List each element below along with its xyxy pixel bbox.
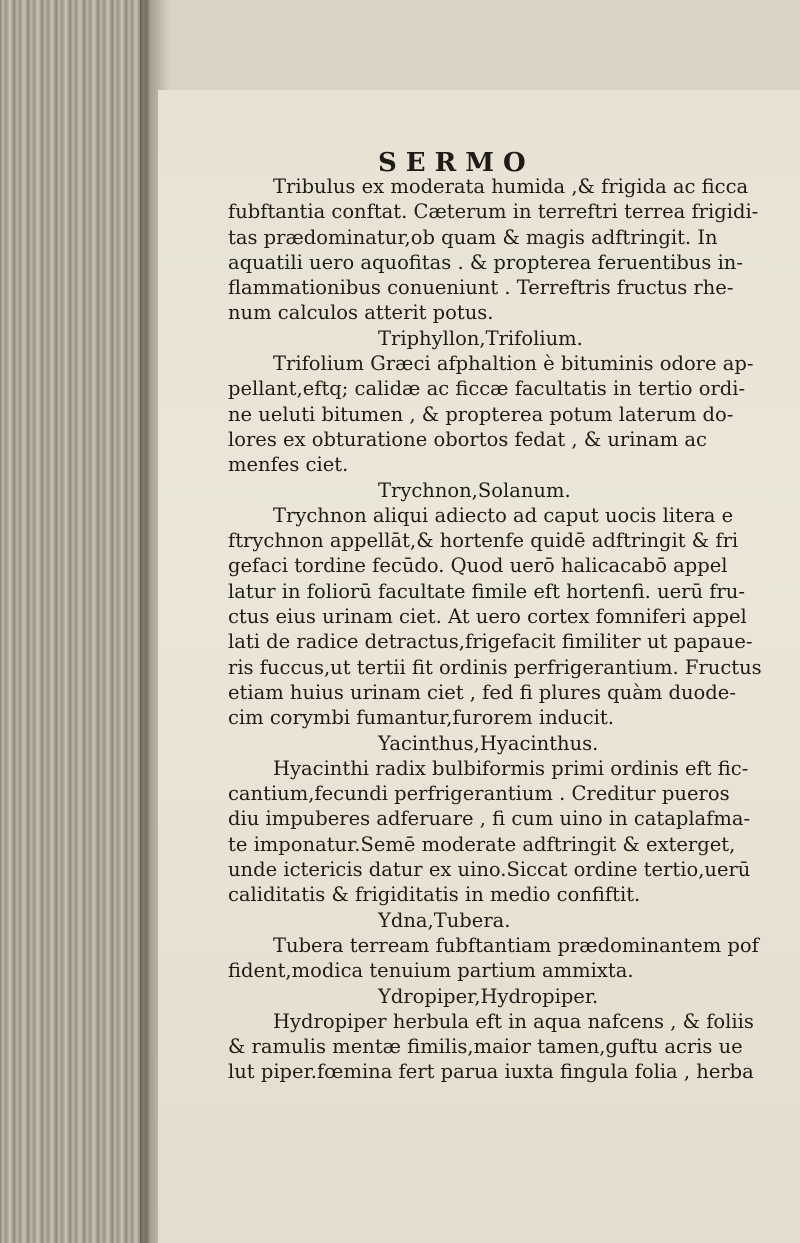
text-line: lati de radice detractus,frigefacit fimiliter ut papaue- bbox=[228, 630, 753, 654]
text-line: etiam huius urinam ciet , fed fi plures quàm duode- bbox=[228, 680, 736, 704]
book-gutter bbox=[0, 0, 150, 1243]
section-heading: Ydropiper,Hydropiper. bbox=[378, 984, 599, 1008]
text-line: fident,modica tenuium partium ammixta. bbox=[228, 959, 634, 983]
text-line: pellant,eftq; calidæ ac ficcæ facultatis in tertio ordi- bbox=[228, 377, 746, 401]
text-line: Hydropiper herbula eft in aqua nafcens , & foliis bbox=[273, 1009, 754, 1033]
text-line: ctus eius urinam ciet. At uero cortex fomniferi appel bbox=[228, 605, 747, 629]
section-heading: Yacinthus,Hyacinthus. bbox=[378, 731, 599, 755]
text-line: Trychnon aliqui adiecto ad caput uocis litera e bbox=[273, 503, 734, 527]
text-line: cantium,fecundi perfrigerantium . Creditur pueros bbox=[228, 782, 730, 806]
section-heading: Triphyllon,Trifolium. bbox=[378, 326, 583, 350]
text-line: Trifolium Græci afphaltion è bituminis odore ap- bbox=[273, 352, 754, 376]
text-line: Tribulus ex moderata humida ,& frigida ac ficca bbox=[273, 175, 749, 198]
text-line: latur in foliorū facultate fimile eft hortenfi. uerū fru- bbox=[228, 579, 745, 603]
section-heading: Ydna,Tubera. bbox=[378, 908, 511, 932]
text-line: te imponatur.Semē moderate adftringit & exterget, bbox=[228, 832, 736, 856]
text-line: aquatili uero aquofitas . & propterea feruentibus in- bbox=[228, 250, 743, 274]
text-line: Tubera terream fubftantiam prædominantem pof bbox=[273, 933, 759, 957]
text-line: & ramulis mentæ fimilis,maior tamen,guftu acris ue bbox=[228, 1035, 743, 1059]
text-line: cim corymbi fumantur,furorem inducit. bbox=[228, 706, 614, 730]
text-line: lut piper.fœmina fert parua iuxta fingula folia , herba bbox=[228, 1060, 754, 1084]
text-line: num calculos atterit potus. bbox=[228, 301, 494, 325]
book-page bbox=[158, 90, 800, 1243]
text-line: gefaci tordine fecūdo. Quod uerō halicacabō appel bbox=[228, 554, 728, 578]
text-line: ris fuccus,ut tertii fit ordinis perfrigerantium. Fructus bbox=[228, 655, 762, 679]
running-head: SERMO bbox=[378, 148, 535, 178]
text-line: ne ueluti bitumen , & propterea potum laterum do- bbox=[228, 402, 734, 426]
text-line: Hyacinthi radix bulbiformis primi ordinis eft fic- bbox=[273, 756, 749, 780]
page-text bbox=[228, 148, 788, 1085]
text-line: diu impuberes adferuare , fi cum uino in cataplafma- bbox=[228, 807, 751, 831]
text-line: menfes ciet. bbox=[228, 453, 349, 477]
text-line: unde ictericis datur ex uino.Siccat ordine tertio,uerū bbox=[228, 858, 751, 882]
text-line: flammationibus conueniunt . Terreftris fructus rhe- bbox=[228, 276, 734, 300]
text-line: fubftantia conftat. Cæterum in terreftri terrea frigidi- bbox=[228, 200, 759, 224]
section-heading: Trychnon,Solanum. bbox=[378, 478, 571, 502]
text-line: lores ex obturatione obortos fedat , & urinam ac bbox=[228, 427, 707, 451]
text-line: caliditatis & frigiditatis in medio confiftit. bbox=[228, 883, 641, 907]
text-line: tas prædominatur,ob quam & magis adftringit. In bbox=[228, 225, 718, 249]
text-line: ftrychnon appellāt,& hortenfe quidē adftringit & fri bbox=[228, 529, 739, 553]
